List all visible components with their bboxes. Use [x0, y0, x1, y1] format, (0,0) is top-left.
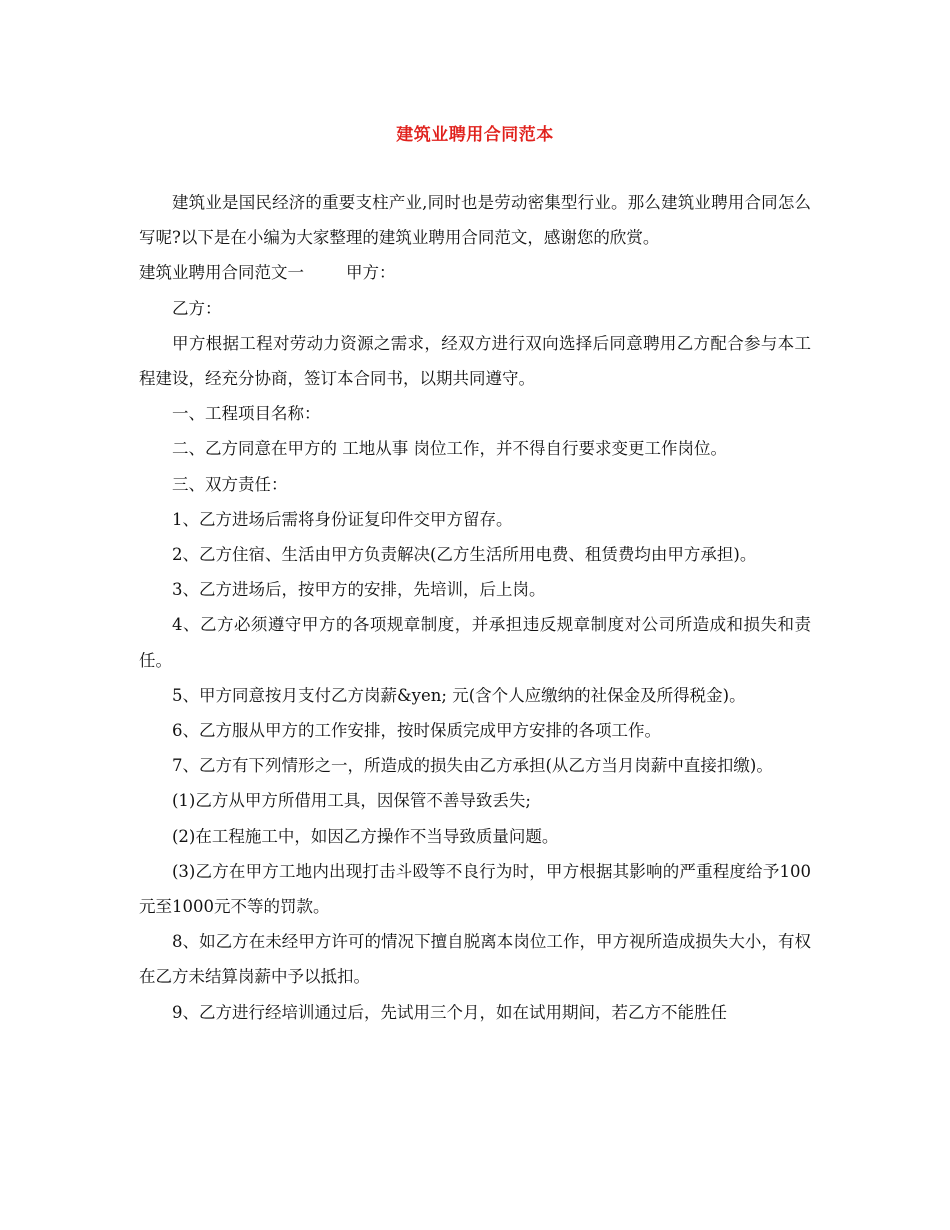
sample-heading-line: [139, 255, 811, 290]
document-title: 建筑业聘用合同范本: [396, 125, 554, 145]
party-a-label: 甲方：: [346, 263, 396, 283]
clause-paragraph: 2、乙方住宿、生活由甲方负责解决(乙方生活所用电费、租赁费均由甲方承担)。: [172, 545, 757, 565]
intro-paragraph: 建筑业是国民经济的重要支柱产业,同时也是劳动密集型行业。那么建筑业聘用合同怎么写呢?以下是在小编为大家整理的建筑业聘用合同范文，感谢您的欣赏。: [139, 193, 811, 248]
clause-paragraph: 9、乙方进行经培训通过后，先试用三个月，如在试用期间，若乙方不能胜任: [172, 1002, 727, 1022]
clause-paragraph: 一、工程项目名称：: [172, 404, 321, 424]
clause-paragraph: 1、乙方进场后需将身份证复印件交甲方留存。: [172, 509, 513, 529]
clause-paragraph: 7、乙方有下列情形之一，所造成的损失由乙方承担(从乙方当月岗薪中直接扣缴)。: [172, 756, 773, 776]
sample-heading: 建筑业聘用合同范文一: [139, 263, 304, 283]
clause-paragraph: 二、乙方同意在甲方的 工地从事 岗位工作，并不得自行要求变更工作岗位。: [172, 439, 727, 459]
clause-paragraph: (3)乙方在甲方工地内出现打击斗殴等不良行为时，甲方根据其影响的严重程度给予100元至1000元不等的罚款。: [139, 861, 811, 917]
clause-paragraph: 4、乙方必须遵守甲方的各项规章制度，并承担违反规章制度对公司所造成和损失和责任。: [139, 615, 811, 670]
clause-paragraph: 3、乙方进场后，按甲方的安排，先培训，后上岗。: [172, 580, 546, 600]
clause-paragraph: 6、乙方服从甲方的工作安排，按时保质完成甲方安排的各项工作。: [172, 721, 661, 741]
clause-paragraph: 三、双方责任：: [172, 474, 288, 494]
party-b-label: 乙方：: [172, 298, 222, 318]
clause-paragraph: 8、如乙方在未经甲方许可的情况下擅自脱离本岗位工作，甲方视所造成损失大小，有权在乙方未结算岗薪中予以抵扣。: [139, 932, 811, 987]
clause-paragraph: (1)乙方从甲方所借用工具，因保管不善导致丢失;: [172, 791, 531, 811]
clause-paragraph: (2)在工程施工中，如因乙方操作不当导致质量问题。: [172, 826, 559, 846]
preamble-paragraph: 甲方根据工程对劳动力资源之需求，经双方进行双向选择后同意聘用乙方配合参与本工程建设，经充分协商，签订本合同书，以期共同遵守。: [139, 333, 811, 389]
document-body: [139, 185, 811, 1030]
clause-paragraph: 5、甲方同意按月支付乙方岗薪&yen; 元(含个人应缴纳的社保金及所得税金)。: [172, 685, 746, 705]
